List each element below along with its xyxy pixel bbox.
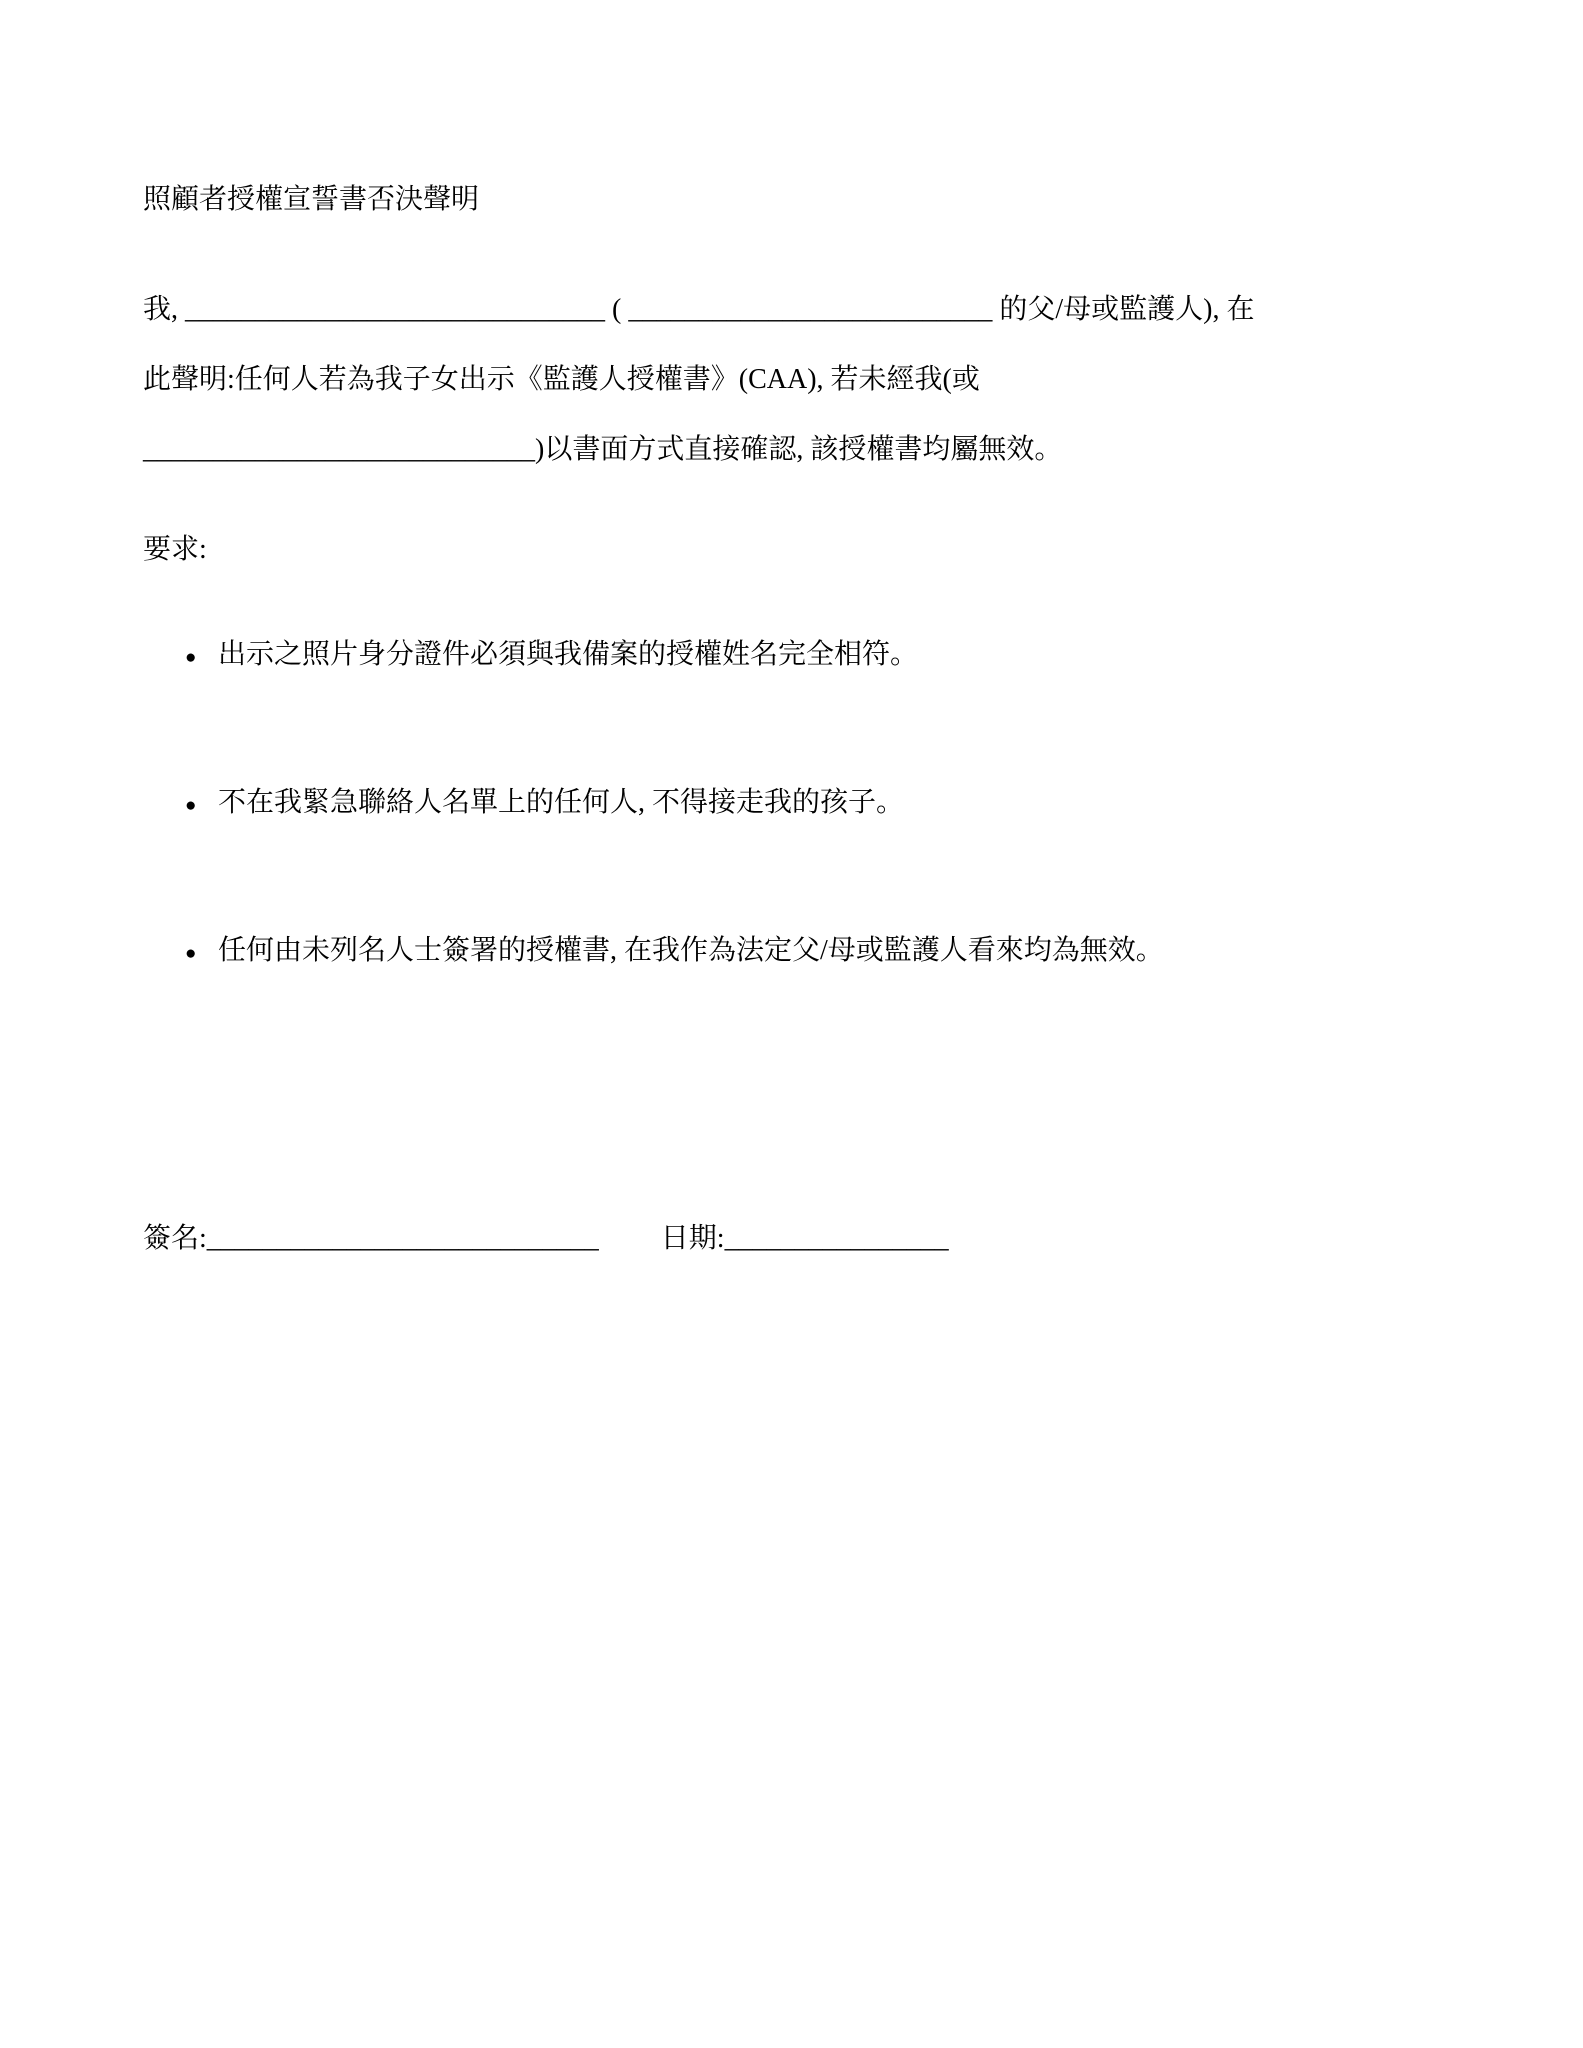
requirements-label: 要求:: [143, 534, 207, 565]
requirement-text: 任何由未列名人士簽署的授權書, 在我作為法定父/母或監護人看來均為無效。: [218, 935, 1164, 966]
list-item: [143, 620, 1438, 693]
date-label: 日期:: [660, 1223, 725, 1254]
requirement-text: 不在我緊急聯絡人名單上的任何人, 不得接走我的孩子。: [218, 787, 905, 818]
document-title: 照顧者授權宣誓書否決聲明: [143, 184, 480, 215]
confirmer-name-blank[interactable]: ____________________________: [143, 434, 535, 465]
declaration-text: (: [605, 294, 629, 325]
bullet-icon: ●: [185, 647, 197, 668]
date-group: [661, 1204, 949, 1274]
declaration-text: 此聲明:任何人若為我子女出示《監護人授權書》(CAA), 若未經我(或: [143, 364, 980, 395]
signature-group: [143, 1204, 599, 1274]
signature-blank[interactable]: ____________________________: [206, 1223, 599, 1254]
parent-name-blank[interactable]: ______________________________: [185, 294, 606, 325]
signature-label: 簽名:: [143, 1223, 207, 1254]
signature-section: [143, 1204, 1438, 1274]
bullet-icon: ●: [185, 795, 197, 816]
date-blank[interactable]: ________________: [724, 1223, 949, 1254]
declaration-text: 的父/母或監護人), 在: [992, 294, 1255, 325]
declaration-line-1: [143, 275, 1438, 345]
child-name-blank[interactable]: __________________________: [628, 294, 993, 325]
list-item: [143, 916, 1438, 989]
bullet-icon: ●: [185, 943, 197, 964]
requirement-text: 出示之照片身分證件必須與我備案的授權姓名完全相符。: [218, 639, 919, 670]
declaration-line-2: [143, 345, 1438, 415]
requirements-list: [143, 620, 1438, 989]
declaration-text: 我,: [143, 294, 186, 325]
declaration-text: )以書面方式直接確認, 該授權書均屬無效。: [535, 434, 1063, 465]
declaration-line-3: [143, 415, 1438, 485]
declaration-paragraph: [143, 275, 1438, 485]
list-item: [143, 768, 1438, 841]
